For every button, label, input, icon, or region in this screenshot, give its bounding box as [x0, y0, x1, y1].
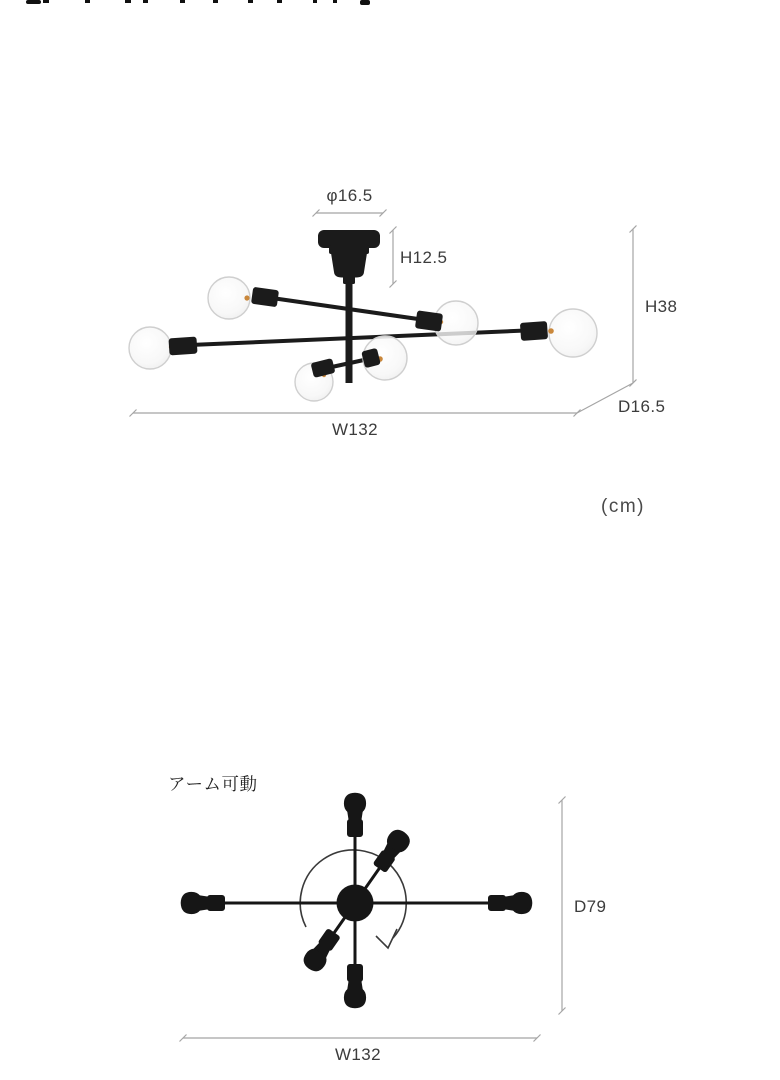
canopy-diameter-label: φ16.5 [326, 186, 373, 205]
ceiling-canopy [318, 230, 380, 284]
top-width-dimension-line [180, 1035, 541, 1042]
center-hub [337, 885, 374, 922]
socket [251, 287, 279, 307]
unit-label: (cm) [601, 496, 645, 517]
bulb-far-right [549, 309, 597, 357]
top-depth-dimension-line [559, 797, 566, 1015]
arm-upper [258, 296, 432, 321]
top-view-drawing [180, 794, 566, 1041]
top-view-title: アーム可動 [168, 774, 258, 794]
diameter-dimension-line [313, 210, 387, 217]
width-label: W132 [331, 420, 378, 439]
canopy-height-label: H12.5 [400, 248, 448, 267]
arm-left [182, 893, 355, 912]
depth-label: D16.5 [618, 397, 666, 416]
arm-right [355, 893, 531, 912]
width-dimension-line [130, 410, 581, 417]
socket [415, 310, 443, 331]
canopy-height-dimension-line [390, 227, 397, 288]
stem [346, 280, 353, 383]
bulb-upper-left [208, 277, 250, 319]
top-depth-label: D79 [574, 897, 607, 916]
side-view-drawing [129, 210, 637, 417]
socket [168, 337, 197, 356]
top-dimension-lines [180, 797, 566, 1042]
bulb-left [129, 327, 171, 369]
top-width-label: W132 [334, 1045, 381, 1064]
socket [520, 321, 548, 341]
height-dimension-line [630, 226, 637, 387]
height-label: H38 [645, 297, 678, 316]
arm-long [190, 330, 537, 345]
